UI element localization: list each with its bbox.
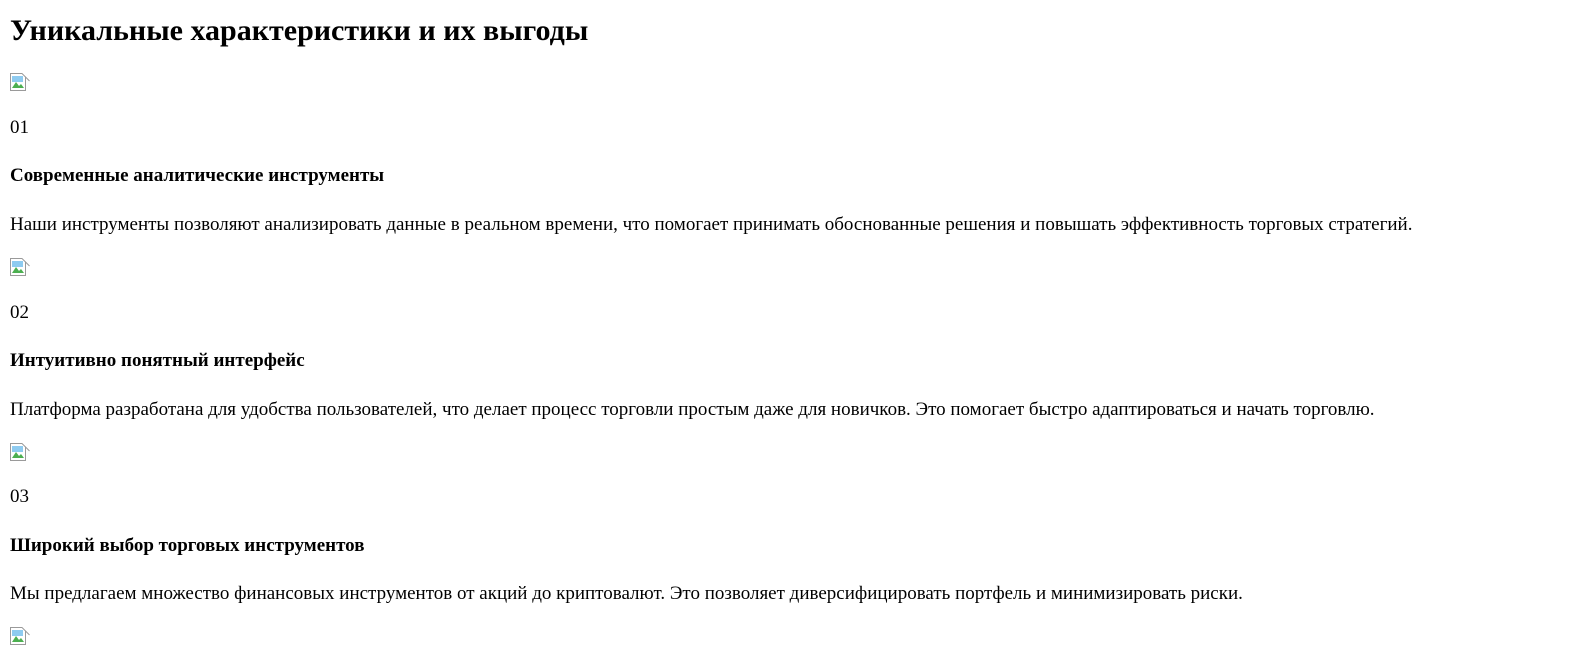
- feature-description: Мы предлагаем множество финансовых инструментов от акций до криптовалют. Это позволяет диверсифицировать портфель и минимизировать риски.: [10, 583, 1243, 604]
- feature-number: 02: [10, 302, 29, 323]
- feature-description: Наши инструменты позволяют анализировать данные в реальном времени, что помогает принимать обоснованные решения и повышать эффективность торговых стратегий.: [10, 214, 1413, 235]
- feature-title: Современные аналитические инструменты: [10, 165, 385, 186]
- broken-image-icon: [10, 258, 30, 278]
- feature-number: 03: [10, 486, 29, 507]
- feature-title: Широкий выбор торговых инструментов: [10, 535, 365, 556]
- feature-number: 01: [10, 117, 29, 138]
- broken-image-icon: [10, 627, 30, 647]
- broken-image-icon: [10, 443, 30, 463]
- feature-description: Платформа разработана для удобства пользователей, что делает процесс торговли простым даже для новичков. Это помогает быстро адаптироваться и начать торговлю.: [10, 399, 1375, 420]
- page-title: Уникальные характеристики и их выгоды: [10, 14, 589, 47]
- feature-title: Интуитивно понятный интерфейс: [10, 350, 305, 371]
- broken-image-icon: [10, 73, 30, 93]
